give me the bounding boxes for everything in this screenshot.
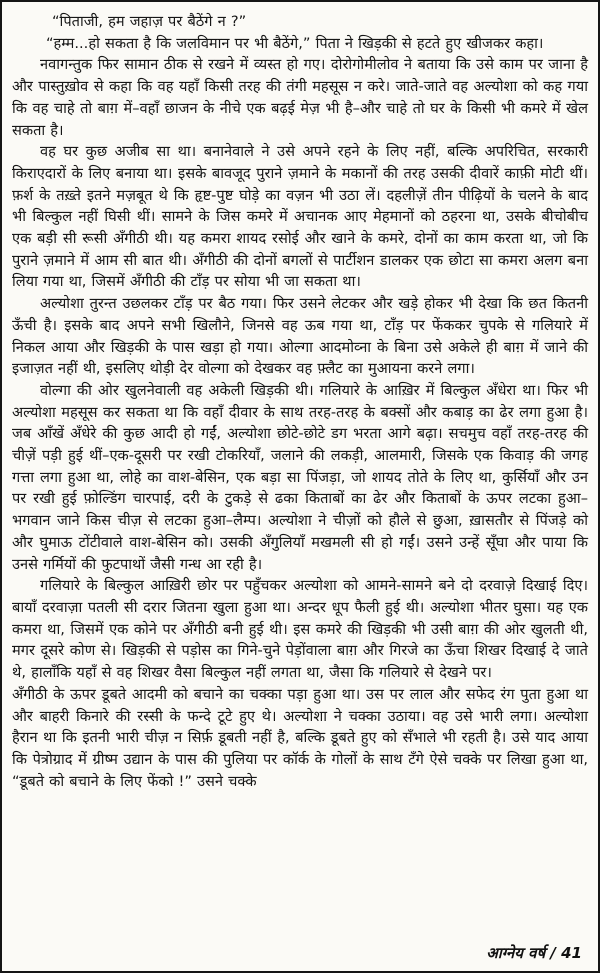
- page-footer: आग्नेय वर्ष / 41: [486, 944, 582, 962]
- paragraph: वोल्गा की ओर खुलनेवाली वह अकेली खिड़की थी। गलियारे के आख़िर में बिल्कुल अँधेरा था। फिर भी अल्योशा महसूस कर सकता था कि वहाँ दीवार के साथ तरह-तरह के बक्सों और कबाड़ का ढेर लगा हुआ है। जब आँखें अँधेरे की कुछ आदी हो गईं, अल्योशा छोटे-छोटे डग भरता आगे बढ़ा। सचमुच वहाँ तरह-तरह की चीज़ें पड़ी हुई थीं–एक-दूसरी पर रखी टोकरियाँ, जलाने की लकड़ी, आलमारी, जिसके एक किवाड़ की जगह गत्ता लगा हुआ था, लोहे का वाश-बेसिन, एक बड़ा सा पिंजड़ा, जो शायद तोते के लिए था, कुर्सियाँ और उन पर रखी हुई फ़ोल्डिंग चारपाई, दरी के टुकड़े से ढका किताबों का ढेर और किताबों के ऊपर लटका हुआ–भगवान जाने किस चीज़ से लटका हुआ–लैम्प। अल्योशा ने चीज़ों को हौले से छुआ, ख़ासतौर से पिंजड़े को और घुमाऊ टोंटीवाले वाश-बेसिन को। उसकी अँगुलियाँ मखमली सी हो गईं। उसने उन्हें सूँघा और पाया कि उनसे गर्मियों की फुटपाथों जैसी गन्ध आ रही है।: [12, 381, 588, 573]
- paragraph-dialogue-1: “पिताजी, हम जहाज़ पर बैठेंगे न ?”: [52, 13, 247, 30]
- paragraph: वह घर कुछ अजीब सा था। बनानेवाले ने उसे अपने रहने के लिए नहीं, बल्कि अपरिचित, सरकारी किराएदारों के लिए बनाया था। इसके बावजूद पुराने ज़माने के मकानों की तरह उसकी दीवारें काफ़ी मोटी थीं। फ़र्श के तख़्ते इतने मज़बूत थे कि हृष्ट-पुष्ट घोड़े का वज़न भी उठा लें। दहलीज़ें तीन पीढ़ियों के चलने के बाद भी बिल्कुल नहीं घिसी थीं। सामने के जिस कमरे में अचानक आए मेहमानों को ठहरना था, उसके बीचोबीच एक बड़ी सी रूसी अँगीठी थी। यह कमरा शायद रसोई और खाने के कमरे, दोनों का काम करता था, जो कि पुराने ज़माने में आम सी बात थी। अँगीठी की दोनों बगलों से पार्टीशन डालकर एक छोटा सा कमरा अलग बना लिया गया था, जिसमें अँगीठी की टाँड़ पर सोया भी जा सकता था।: [12, 143, 588, 291]
- paragraph: नवागन्तुक फिर सामान ठीक से रखने में व्यस्त हो गए। दोरोगोमीलोव ने बताया कि उसे काम पर जाना है और पास्तुख़ोव से कहा कि वह यहाँ किसी तरह की तंगी महसूस न करे। जाते-जाते वह अल्योशा को कह गया कि वह चाहे तो बाग़ में–वहाँ छाजन के नीचे एक बढ़ई मेज़ भी है–और चाहे तो घर के किसी भी कमरे में खेल सकता है।: [12, 56, 588, 139]
- paragraph: अँगीठी के ऊपर डूबते आदमी को बचाने का चक्का पड़ा हुआ था। उस पर लाल और सफेद रंग पुता हुआ था और बाहरी किनारे की रस्सी के फन्दे टूटे हुए थे। अल्योशा ने चक्का उठाया। वह उसे भारी लगा। अल्योशा हैरान था कि इतनी भारी चीज़ न सिर्फ़ डूबती नहीं है, बल्कि डूबते हुए को सँभाले भी रहती है। उसे याद आया कि पेत्रोग्राद में ग्रीष्म उद्यान के पास की पुलिया पर कॉर्क के गोलों के साथ टँगे ऐसे चक्के पर लिखा हुआ था, “डूबते को बचाने के लिए फेंको !” उसने चक्के: [12, 685, 588, 790]
- paragraph: गलियारे के बिल्कुल आख़िरी छोर पर पहुँचकर अल्योशा को आमने-सामने बने दो दरवाज़े दिखाई दिए। बायाँ दरवाज़ा पतली सी दरार जितना खुला हुआ था। अन्दर धूप फैली हुई थी। अल्योशा भीतर घुसा। यह एक कमरा था, जिसमें एक कोने पर अँगीठी बनी हुई थी। इस कमरे की खिड़की भी उसी बाग़ की ओर खुलती थी, मगर दूसरे कोण से। खिड़की से पड़ोस का गिने-चुने पेड़ोंवाला बाग़ और गिरजे का ऊँचा शिखर दिखाई दे जाते थे, हालाँकि यहाँ से वह शिखर वैसा बिल्कुल नहीं लगता था, जैसा कि गलियारे से देखने पर।: [12, 577, 588, 682]
- paragraph: अल्योशा तुरन्त उछलकर टाँड़ पर बैठ गया। फिर उसने लेटकर और खड़े होकर भी देखा कि छत कितनी ऊँची है। इसके बाद अपने सभी खिलौने, जिनसे वह ऊब गया था, टाँड़ पर फेंककर चुपके से गलियारे में निकल आया और खिड़की के पास खड़ा हो गया। ओल्गा आदमोव्ना के बिना उसे अकेले ही बाग़ में जाने की इजाज़त नहीं थी, इसलिए थोड़ी देर वोल्गा को देखकर वह फ़्लैट का मुआयना करने लगा।: [12, 295, 588, 378]
- paragraph-dialogue-2: “हम्म...हो सकता है कि जलविमान पर भी बैठेंगे,” पिता ने खिड़की से हटते हुए खीजकर कहा।: [46, 34, 544, 52]
